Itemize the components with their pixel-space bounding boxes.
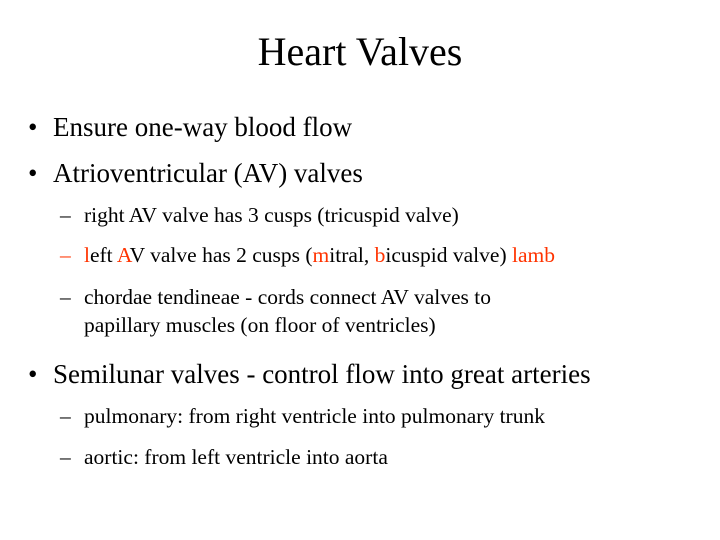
sub-item-aortic <box>60 443 388 471</box>
dash-marker: – <box>60 285 71 309</box>
sub-item-text-part: itral, <box>329 243 375 267</box>
sub-item-chordae-tendineae <box>60 283 491 339</box>
sub-item-text: right AV valve has 3 cusps (tricuspid valve) <box>84 203 459 227</box>
bullet-text: Ensure one-way blood flow <box>53 112 353 142</box>
bullet-item-one-way-flow <box>28 110 353 144</box>
mnemonic-letter-b: b <box>374 243 386 267</box>
mnemonic-word: lamb <box>511 243 555 267</box>
mnemonic-letter-m: m <box>312 243 330 267</box>
sub-item-text-line: papillary muscles (on floor of ventricles) <box>84 313 436 337</box>
dash-marker: – <box>60 243 71 267</box>
sub-item-text-part: eft <box>89 243 117 267</box>
dash-marker: – <box>60 445 71 469</box>
bullet-item-semilunar-valves <box>28 357 591 391</box>
bullet-text: Semilunar valves - control flow into great arteries <box>53 359 591 389</box>
sub-item-text-part: icuspid valve) <box>385 243 512 267</box>
sub-item-text-line: chordae tendineae - cords connect AV valves to <box>84 285 491 309</box>
sub-item-right-av-valve <box>60 201 459 229</box>
sub-item-text: aortic: from left ventricle into aorta <box>84 445 388 469</box>
bullet-item-av-valves <box>28 156 363 190</box>
slide-title: Heart Valves <box>257 29 463 74</box>
bullet-marker: • <box>28 158 38 188</box>
dash-marker: – <box>60 404 71 428</box>
sub-item-text: pulmonary: from right ventricle into pulmonary trunk <box>84 404 545 428</box>
mnemonic-letter-l: l <box>84 243 90 267</box>
bullet-marker: • <box>28 112 38 142</box>
sub-item-text-part: V valve has 2 cusps ( <box>129 243 313 267</box>
bullet-marker: • <box>28 359 38 389</box>
dash-marker: – <box>60 203 71 227</box>
sub-item-left-av-valve <box>60 241 555 269</box>
mnemonic-letter-a: A <box>116 243 130 267</box>
bullet-text: Atrioventricular (AV) valves <box>53 158 363 188</box>
sub-item-pulmonary <box>60 402 545 430</box>
